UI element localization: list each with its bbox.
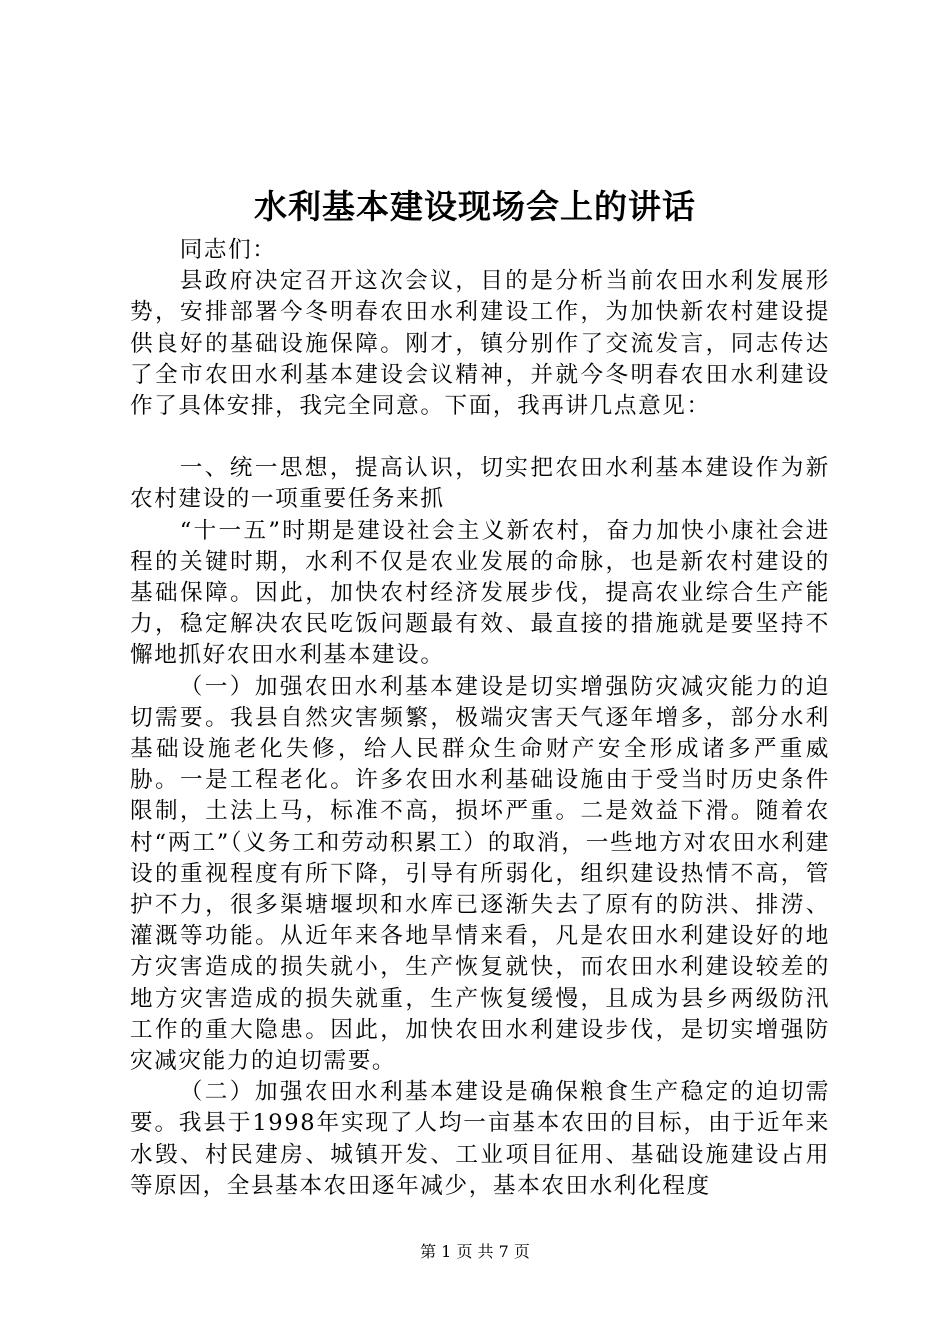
page-footer: 第 1 页 共 7 页 <box>420 1242 530 1261</box>
salutation-paragraph: 同志们： <box>179 237 277 263</box>
body-paragraph: “十一五”时期是建设社会主义新农村，奋力加快小康社会进程的关键时期，水利不仅是农业发展的命脉，也是新农村建设的基础保障。因此，加快农村经济发展步伐，提高农业综合生产能力，稳定解决农民吃饭问题最有效、最直接的措施就是要坚持不懈地抓好农田水利基本建设。 <box>130 517 830 669</box>
document-body <box>130 235 830 1202</box>
body-paragraph: （一）加强农田水利基本建设是切实增强防灾减灾能力的迫切需要。我县自然灾害频繁，极端灾害天气逐年增多，部分水利基础设施老化失修，给人民群众生命财产安全形成诸多严重威胁。一是工程老化。许多农田水利基础设施由于受当时历史条件限制，土法上马，标准不高，损坏严重。二是效益下滑。随着农村“两工”（义务工和劳动积累工）的取消，一些地方对农田水利建设的重视程度有所下降，引导有所弱化，组织建设热情不高，管护不力，很多渠塘堰坝和水库已逐渐失去了原有的防洪、排涝、灌溉等功能。从近年来各地旱情来看，凡是农田水利建设好的地方灾害造成的损失就小，生产恢复就快，而农田水利建设较差的地方灾害造成的损失就重，生产恢复缓慢，且成为县乡两级防汛工作的重大隐患。因此，加快农田水利建设步伐，是切实增强防灾减灾能力的迫切需要。 <box>130 673 830 1075</box>
document-title: 水利基本建设现场会上的讲话 <box>254 187 696 226</box>
body-paragraph: （二）加强农田水利基本建设是确保粮食生产稳定的迫切需要。我县于1998年实现了人均一亩基本农田的目标，由于近年来水毁、村民建房、城镇开发、工业项目征用、基础设施建设占用等原因，全县基本农田逐年减少，基本农田水利化程度 <box>130 1079 830 1199</box>
section-heading-1: 一、统一思想，提高认识，切实把农田水利基本建设作为新农村建设的一项重要任务来抓 <box>130 455 830 513</box>
intro-paragraph: 县政府决定召开这次会议，目的是分析当前农田水利发展形势，安排部署今冬明春农田水利建设工作，为加快新农村建设提供良好的基础设施保障。刚才，镇分别作了交流发言，同志传达了全市农田水利基本建设会议精神，并就今冬明春农田水利建设作了具体安排，我完全同意。下面，我再讲几点意见： <box>130 268 830 420</box>
